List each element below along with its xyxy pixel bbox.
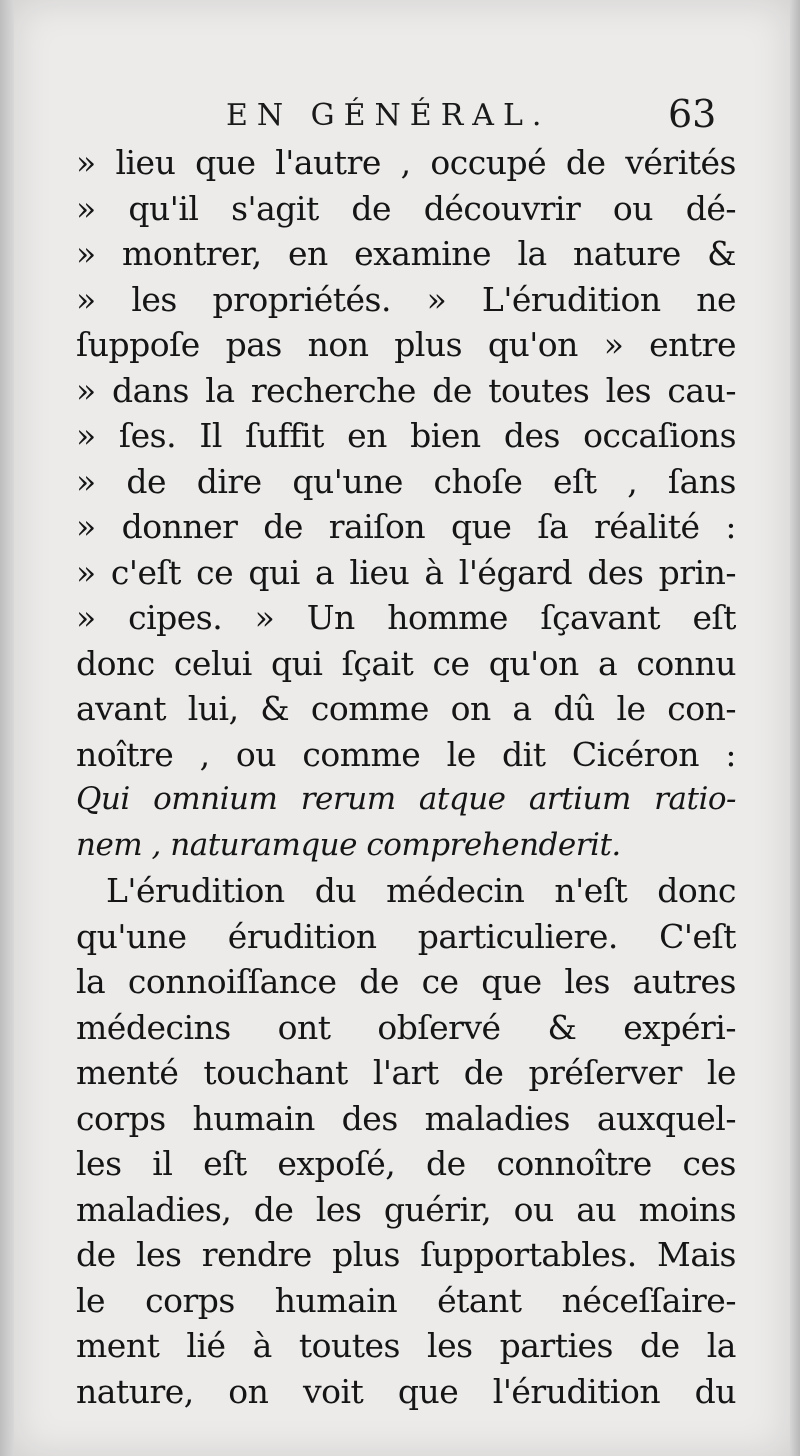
text-line: nature, on voit que l'érudition du	[76, 1371, 736, 1411]
latin-quote-line: Qui omnium rerum atque artium ratio-	[76, 781, 736, 817]
text-line: » de dire qu'une choſe eſt , ſans	[76, 461, 736, 501]
paragraph-start-line: L'érudition du médecin n'eſt donc	[106, 871, 736, 910]
latin-quote-line: nem , naturamque comprehenderit.	[76, 826, 621, 863]
page-number: 63	[668, 92, 717, 136]
page-edge-right	[790, 0, 800, 1456]
text-line: » dans la recherche de toutes les cau-	[76, 370, 736, 410]
text-line: » donner de raiſon que ſa réalité :	[76, 507, 736, 546]
text-line: donc celui qui ſçait ce qu'on a connu	[76, 643, 736, 683]
text-line: » qu'il s'agit de découvrir ou dé-	[76, 188, 736, 228]
page-header	[0, 92, 800, 142]
text-line: corps humain des maladies auxquel-	[76, 1098, 736, 1138]
text-line: ſuppoſe pas non plus qu'on » entre	[76, 325, 736, 364]
text-line: » montrer, en examine la nature &	[76, 234, 736, 273]
text-line: » c'eſt ce qui a lieu à l'égard des prin-	[76, 552, 736, 592]
text-line: médecins ont obſervé & expéri-	[76, 1007, 736, 1047]
text-line: les il eſt expoſé, de connoître ces	[76, 1144, 736, 1183]
text-line: le corps humain étant néceſſaire-	[76, 1280, 736, 1320]
text-line: maladies, de les guérir, ou au moins	[76, 1189, 736, 1229]
text-line: de les rendre plus ſupportables. Mais	[76, 1235, 736, 1274]
body-text	[76, 140, 736, 1414]
text-line: » cipes. » Un homme ſçavant eſt	[76, 598, 736, 637]
text-line: avant lui, & comme on a dû le con-	[76, 689, 736, 728]
page-edge-left	[0, 0, 14, 1456]
text-line: » ſes. Il ſuffit en bien des occaſions	[76, 416, 736, 455]
text-line: la connoiſſance de ce que les autres	[76, 962, 736, 1001]
text-line: noître , ou comme le dit Cicéron :	[76, 734, 736, 774]
text-line: » lieu que l'autre , occupé de vérités	[76, 143, 736, 182]
running-head: EN GÉNÉRAL.	[226, 98, 551, 133]
text-line: » les propriétés. » L'érudition ne	[76, 279, 736, 319]
text-line: ment lié à toutes les parties de la	[76, 1326, 736, 1365]
text-line: qu'une érudition particuliere. C'eſt	[76, 916, 736, 956]
text-line: menté touchant l'art de préſerver le	[76, 1053, 736, 1092]
